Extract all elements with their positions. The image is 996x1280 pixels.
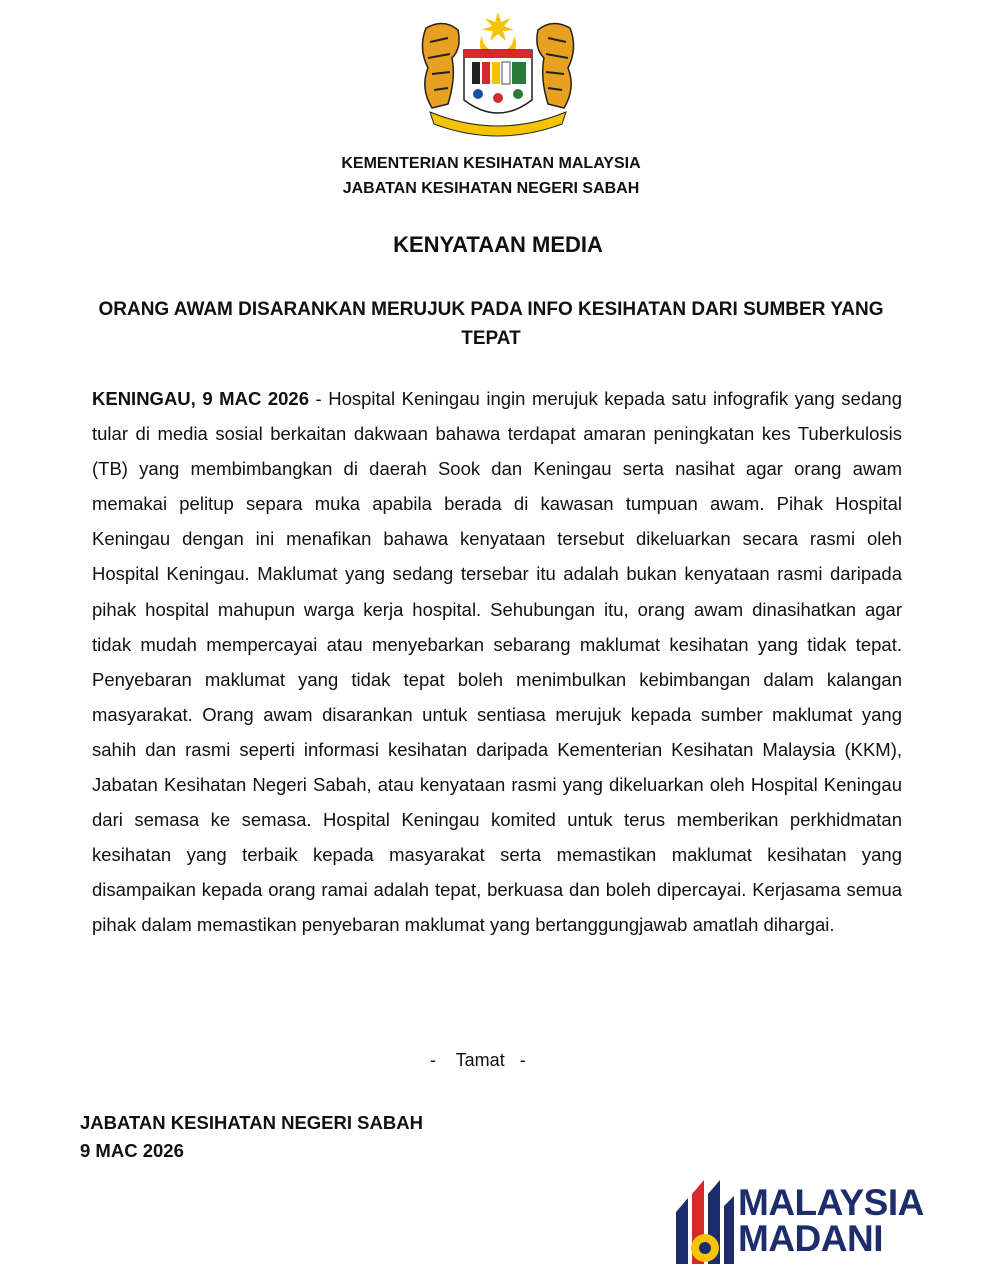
madani-logo-line2: MADANI [738,1218,883,1259]
body-text: - Hospital Keningau ingin merujuk kepada satu infografik yang sedang tular di media sosial berkaitan dakwaan bahawa terdapat amaran peningkatan kes Tuberkulosis (TB) yang membimbangkan di daerah Sook dan Keningau serta nasihat agar orang awam memakai pelitup separa muka apabila berada di kawasan tumpuan awam. Pihak Hospital Keningau dengan ini menafikan bahawa kenyataan tersebut dikeluarkan secara rasmi oleh Hospital Keningau. Maklumat yang sedang tersebar itu adalah bukan kenyataan rasmi daripada pihak hospital mahupun warga kerja hospital. Sehubungan itu, orang awam dinasihatkan agar tidak mudah mempercayai atau menyebarkan sebarang maklumat kesihatan yang tidak tepat. Penyebaran maklumat yang tidak tepat boleh menimbulkan kebimbangan dalam kalangan masyarakat. Orang awam disarankan untuk sentiasa merujuk kepada sumber maklumat yang sahih dan rasmi seperti informasi kesihatan daripada Kementerian Kesihatan Malaysia (KKM), Jabatan Kesihatan Negeri Sabah, atau kenyataan rasmi yang dikeluarkan oleh Hospital Keningau dari semasa ke semasa. Hospital Keningau komited untuk terus memberikan perkhidmatan kesihatan yang terbaik kepada masyarakat serta memastikan maklumat kesihatan yang disampaikan kepada orang ramai adalah tepat, berkuasa dan boleh dipercayai. Kerjasama semua pihak dalam memastikan penyebaran maklumat yang bertanggungjawab amatlah dihargai. [92,388,902,936]
dateline: KENINGAU, 9 MAC 2026 [92,388,309,409]
madani-logo-line1: MALAYSIA [738,1182,924,1223]
body-paragraph [92,381,902,943]
document-title: KENYATAAN MEDIA [393,232,603,257]
coat-of-arms-logo [408,8,588,140]
ministry-name: KEMENTERIAN KESIHATAN MALAYSIA [341,155,641,172]
signature-organization: JABATAN KESIHATAN NEGERI SABAH [80,1112,423,1133]
signature-date: 9 MAC 2026 [80,1140,184,1161]
headline: ORANG AWAM DISARANKAN MERUJUK PADA INFO KESIHATAN DARI SUMBER YANG TEPAT [98,299,884,349]
closing-marker: - Tamat - [430,1050,526,1070]
department-name: JABATAN KESIHATAN NEGERI SABAH [342,180,640,197]
